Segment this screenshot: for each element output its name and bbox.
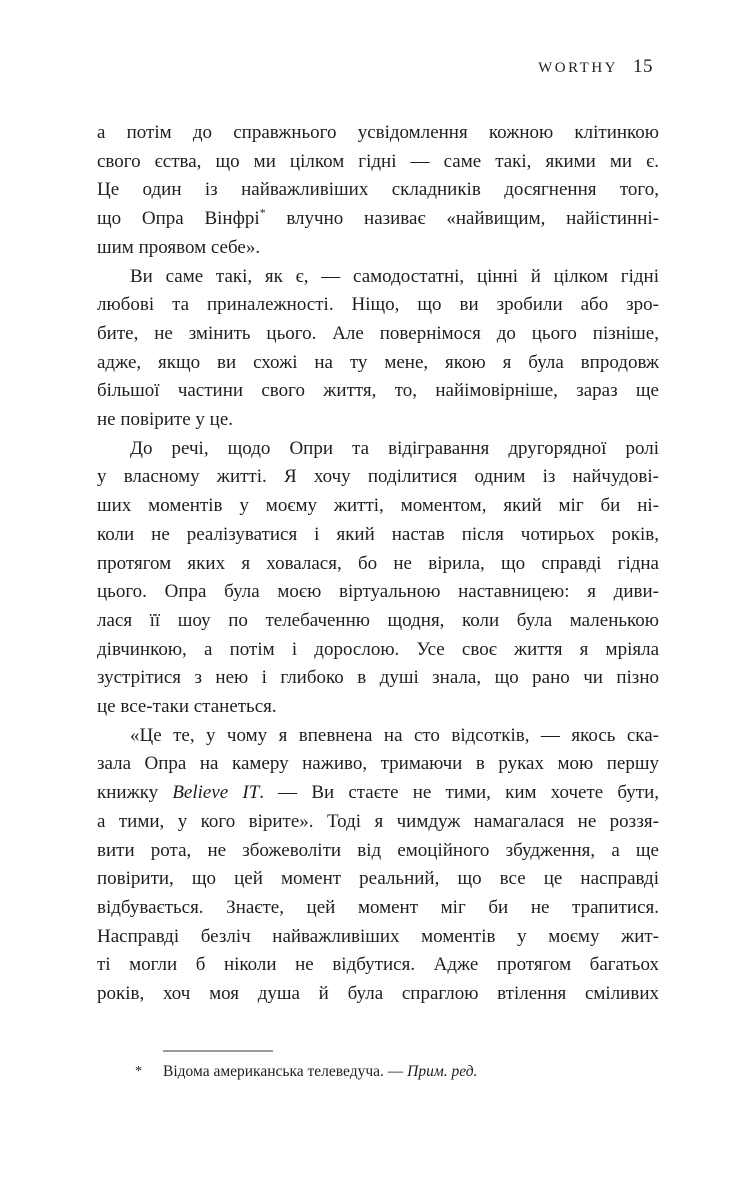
body-text — [97, 119, 659, 1009]
text-segment: зустрітися з нею і глибоко в душі знала, що рано чи пізно — [97, 667, 659, 689]
text-segment: дівчинкою, а потім і дорослою. Усе своє життя я мріяла — [97, 638, 659, 660]
text-segment: «Це те, у чому я впевнена на сто відсотків, — якось ска- — [130, 724, 659, 746]
text-segment: Насправді безліч найважливіших моментів у моєму жит- — [97, 925, 659, 947]
text-line — [97, 377, 659, 406]
paragraph — [97, 119, 659, 263]
text-line — [97, 148, 659, 177]
text-line — [97, 636, 659, 665]
text-line — [97, 234, 659, 263]
footnote-line — [97, 1061, 659, 1082]
text-segment: бите, не змінить цього. Але повернімося до цього пізніше, — [97, 322, 659, 344]
text-line — [97, 750, 659, 779]
text-line — [97, 865, 659, 894]
text-line — [97, 521, 659, 550]
text-segment: любові та приналежності. Ніщо, що ви зробили або зро- — [97, 294, 659, 316]
text-line — [97, 837, 659, 866]
text-line — [97, 349, 659, 378]
text-segment: влучно називає «найвищим, найістинні- — [265, 208, 659, 230]
text-line — [97, 808, 659, 837]
text-segment: у власному житті. Я хочу поділитися одним із найчудові- — [97, 466, 659, 488]
paragraph — [97, 722, 659, 1009]
text-segment: а тими, у кого вірите». Тоді я чимдуж намагалася не роззя- — [97, 810, 659, 832]
text-line — [97, 492, 659, 521]
text-line — [97, 894, 659, 923]
text-segment: ших моментів у моєму житті, моментом, який міг би ні- — [97, 495, 659, 517]
text-segment: а потім до справжнього усвідомлення кожною клітинкою — [97, 122, 659, 143]
text-segment: повірити, що цей момент реальний, що все це насправді — [97, 868, 659, 890]
page-number: 15 — [633, 56, 653, 77]
text-segment: ті могли б ніколи не відбутися. Адже протягом багатьох — [97, 954, 659, 976]
text-segment: зала Опра на камеру наживо, тримаючи в руках мою першу — [97, 753, 659, 775]
text-segment: цього. Опра була моєю віртуальною наставницею: я диви- — [97, 581, 659, 603]
paragraph — [97, 435, 659, 722]
text-segment: . — Ви стаєте не тими, ким хочете бути, — [259, 782, 659, 804]
text-line — [97, 176, 659, 205]
text-segment: Believe IT — [172, 782, 260, 804]
text-line — [97, 406, 659, 435]
text-line — [97, 291, 659, 320]
text-line — [97, 463, 659, 492]
text-line — [97, 320, 659, 349]
text-line — [97, 664, 659, 693]
text-line — [97, 951, 659, 980]
text-segment: Прим. ред. — [407, 1063, 478, 1080]
text-segment: шим проявом себе». — [97, 236, 261, 258]
text-segment: Це один із найважливіших складників досягнення того, — [97, 179, 659, 201]
running-title: WORTHY — [538, 60, 618, 76]
footnote-marker: * — [135, 1064, 142, 1079]
text-segment: Відома американська телеведуча. — — [163, 1063, 408, 1080]
text-segment: адже, якщо ви схожі на ту мене, якою я була впродовж — [97, 351, 659, 373]
text-segment: що Опра Вінфрі — [97, 208, 260, 230]
footnote-text — [163, 1061, 659, 1082]
text-line — [97, 693, 659, 722]
text-segment: протягом яких я ховалася, бо не вірила, що справді гідна — [97, 552, 659, 574]
footnote-rule — [163, 1050, 273, 1052]
text-segment: відбувається. Знаєте, цей момент міг би не трапитися. — [97, 896, 659, 918]
text-line — [97, 578, 659, 607]
text-segment: свого єства, що ми цілком гідні — саме такі, якими ми є. — [97, 150, 659, 172]
text-line — [97, 607, 659, 636]
text-line — [97, 779, 659, 808]
text-segment: До речі, щодо Опри та відігравання другорядної ролі — [130, 437, 659, 459]
footnote — [97, 1050, 659, 1082]
text-line — [97, 435, 659, 464]
text-segment: років, хоч моя душа й була спраглою втілення сміливих — [97, 983, 659, 1005]
text-line — [97, 722, 659, 751]
text-line — [97, 980, 659, 1009]
text-line — [97, 923, 659, 952]
text-line — [97, 205, 659, 234]
text-segment: коли не реалізуватися і який настав після чотирьох років, — [97, 523, 659, 545]
text-segment: Ви саме такі, як є, — самодостатні, цінні й цілком гідні — [130, 265, 659, 287]
footnote-ref-marker: * — [259, 206, 266, 220]
text-segment: не повірите у це. — [97, 409, 234, 431]
text-line — [97, 550, 659, 579]
text-segment: більшої частини свого життя, то, найімовірніше, зараз ще — [97, 380, 659, 402]
text-line — [97, 263, 659, 292]
text-segment: вити рота, не збожеволіти від емоційного збудження, а ще — [97, 839, 659, 861]
page-header — [97, 56, 653, 78]
text-segment: лася її шоу по телебаченню щодня, коли була маленькою — [97, 609, 659, 631]
text-segment: це все-таки станеться. — [97, 696, 277, 718]
paragraph — [97, 263, 659, 435]
text-segment: книжку — [97, 782, 173, 804]
text-line — [97, 119, 659, 148]
